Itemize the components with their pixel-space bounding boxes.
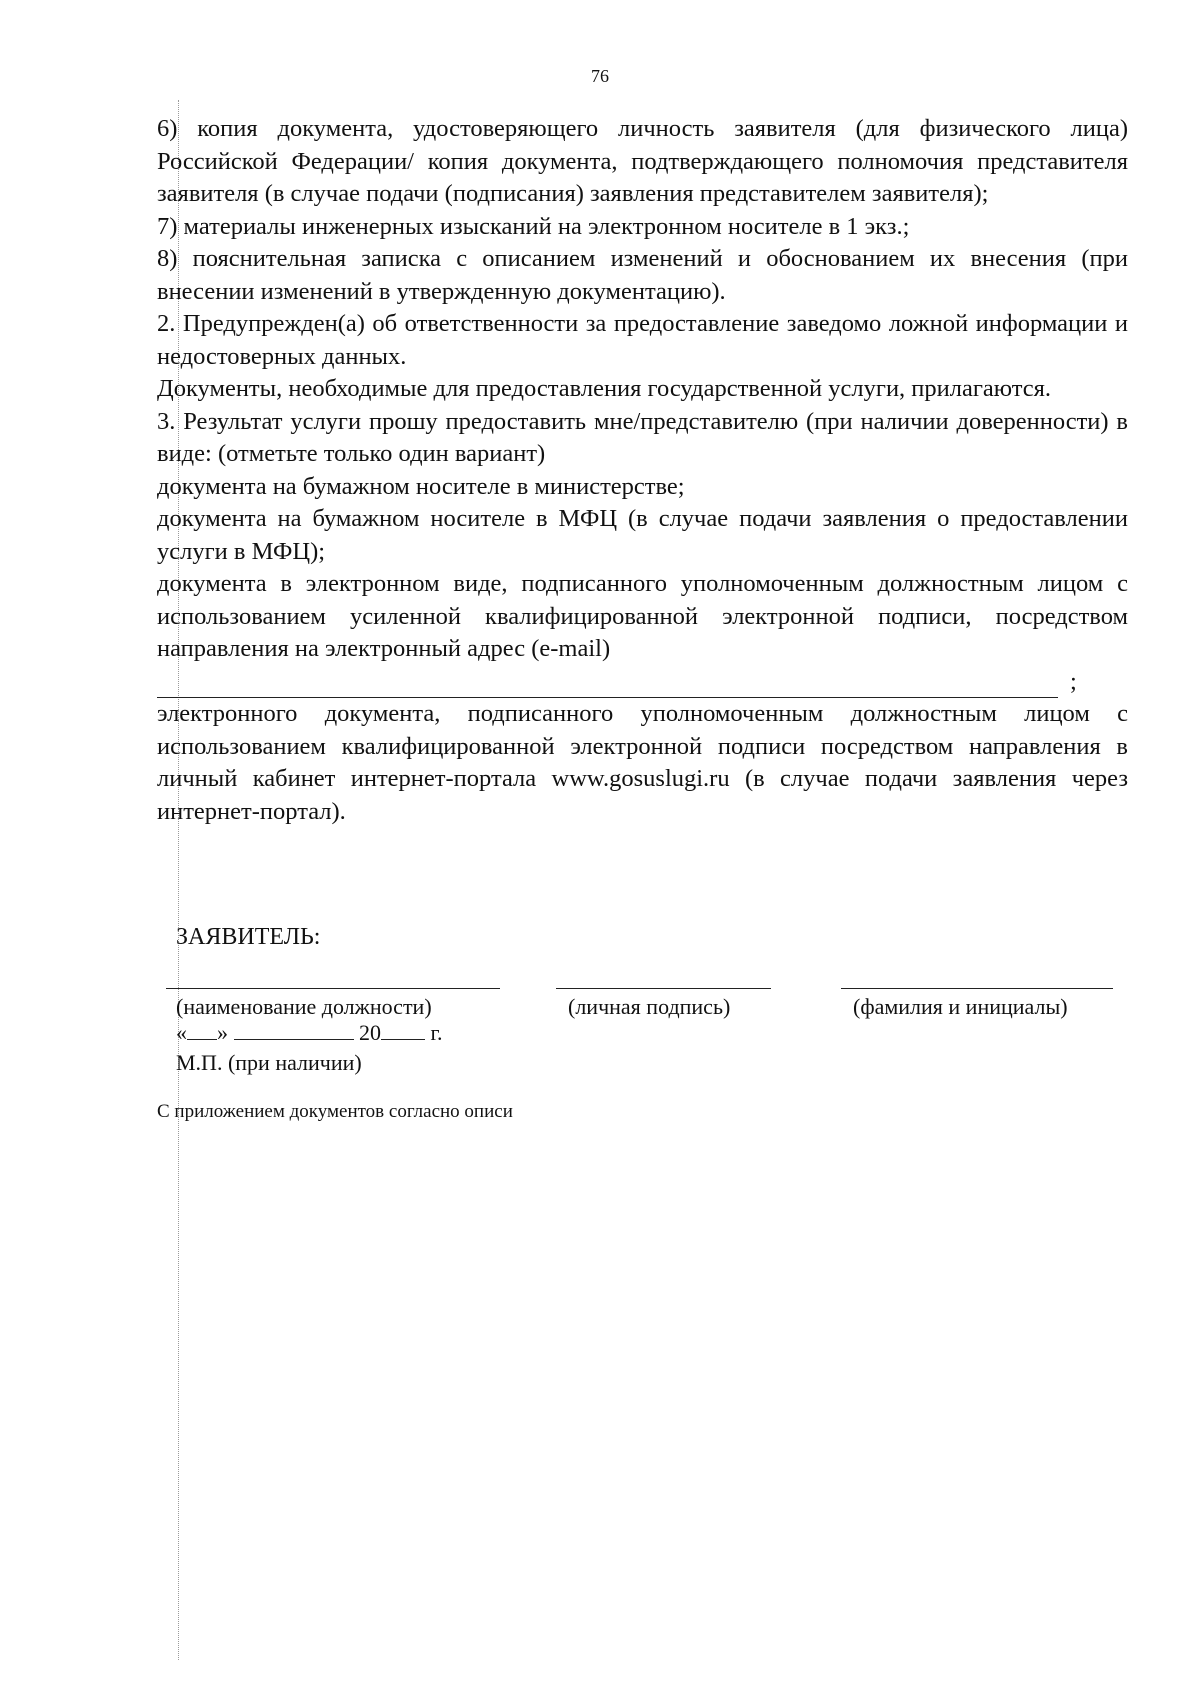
name-label: (фамилия и инициалы) [853, 994, 1068, 1019]
date-row [176, 1020, 443, 1046]
date-open-quote: « [176, 1020, 187, 1045]
paragraph-item-6: 6) копия документа, удостоверяющего личность заявителя (для физического лица) Российской Федерации/ копия документа, подтверждающего полномочия представителя заявителя (в случае подачи (подписания) заявления представителем заявителя); [157, 115, 1128, 207]
attachment-note: С приложением документов согласно описи [157, 1101, 513, 1122]
stamp-note: М.П. (при наличии) [176, 1050, 362, 1075]
name-underline [841, 988, 1113, 989]
option-paper-ministry: документа на бумажном носителе в министерстве; [157, 472, 685, 500]
option-electronic-portal: электронного документа, подписанного уполномоченным должностным лицом с использованием квалифицированной электронной подписи посредством направления в личный кабинет интернет-портала www.gosuslugi.ru (в случае подачи заявления через интернет-портал). [157, 700, 1128, 825]
document-body [157, 113, 1128, 828]
paragraph-item-8: 8) пояснительная записка с описанием изменений и обоснованием их внесения (при внесении изменений в утвержденную документацию). [157, 245, 1128, 305]
year-suffix: г. [430, 1020, 443, 1045]
applicant-heading: ЗАЯВИТЕЛЬ: [176, 924, 321, 950]
signature-label: (личная подпись) [568, 994, 731, 1019]
signature-underline [556, 988, 771, 989]
email-underline [157, 675, 1058, 698]
paragraph-result-request: 3. Результат услуги прошу предоставить мне/представителю (при наличии доверенности) в виде: (отметьте только один вариант) [157, 407, 1128, 467]
year-prefix: 20 [359, 1020, 381, 1045]
paragraph-documents-attached: Документы, необходимые для предоставления государственной услуги, прилагаются. [157, 375, 1052, 402]
month-blank [234, 1021, 354, 1040]
option-paper-mfc: документа на бумажном носителе в МФЦ (в случае подачи заявления о предоставлении услуги в МФЦ); [157, 505, 1128, 565]
email-line-semicolon: ; [1070, 667, 1077, 695]
date-close-quote: » [217, 1020, 228, 1045]
option-electronic-email: документа в электронном виде, подписанного уполномоченным должностным лицом с использованием усиленной квалифицированной электронной подписи, посредством направления на электронный адрес (e-mail) [157, 570, 1128, 662]
position-label: (наименование должности) [176, 994, 432, 1019]
paragraph-warning: 2. Предупрежден(а) об ответственности за предоставление заведомо ложной информации и недостоверных данных. [157, 310, 1128, 370]
email-blank-line [157, 666, 1128, 699]
year-blank [381, 1021, 425, 1040]
page-number: 76 [591, 66, 609, 86]
position-underline [166, 988, 500, 989]
day-blank [187, 1021, 217, 1040]
paragraph-item-7: 7) материалы инженерных изысканий на электронном носителе в 1 экз.; [157, 212, 910, 240]
